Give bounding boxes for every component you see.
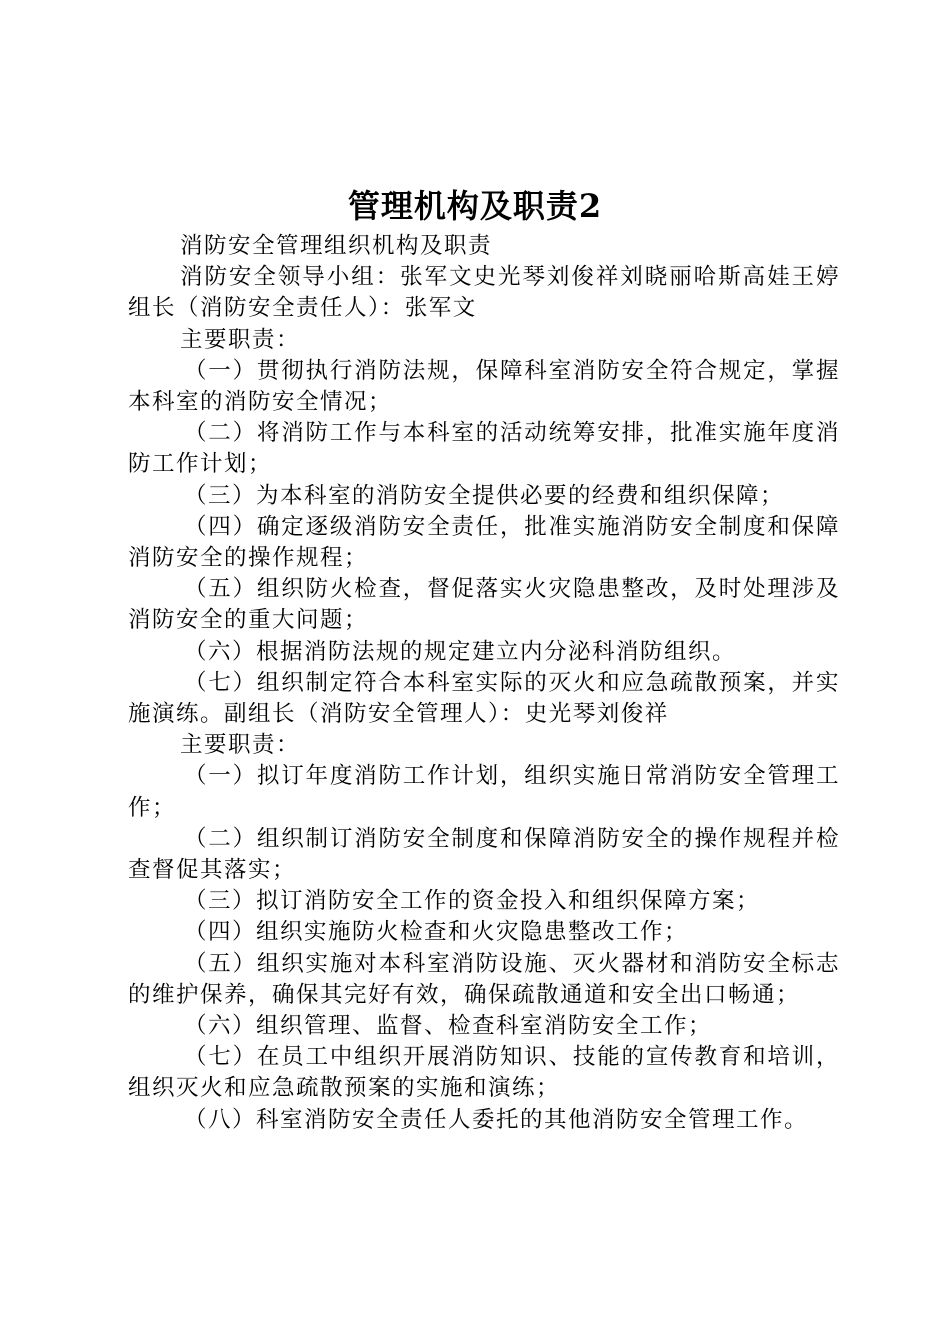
paragraph-duties-label: 主要职责： bbox=[180, 732, 301, 759]
paragraph-heading: 消防安全管理组织机构及职责 bbox=[180, 233, 493, 259]
paragraph-duty-item: （四）组织实施防火检查和火灾隐患整改工作； bbox=[184, 919, 689, 946]
document-body bbox=[128, 231, 840, 1136]
paragraph-duty-item: （三）为本科室的消防安全提供必要的经费和组织保障； bbox=[184, 482, 785, 509]
paragraph-duty-item: （六）组织管理、监督、检查科室消防安全工作； bbox=[184, 1013, 713, 1040]
paragraph-duty-item: （七）在员工中组织开展消防知识、技能的宣传教育和培训，组织灭火和应急疏散预案的实施和演练； bbox=[128, 1044, 840, 1102]
paragraph-duty-item: （八）科室消防安全责任人委托的其他消防安全管理工作。 bbox=[184, 1106, 809, 1133]
paragraph-duty-item: （一）拟订年度消防工作计划，组织实施日常消防安全管理工作； bbox=[128, 763, 840, 821]
document-title: 管理机构及职责2 bbox=[347, 187, 603, 225]
paragraph-duty-item: （七）组织制定符合本科室实际的灭火和应急疏散预案，并实施演练。副组长（消防安全管理人）：史光琴刘俊祥 bbox=[128, 669, 840, 728]
paragraph-duty-item: （五）组织实施对本科室消防设施、灭火器材和消防安全标志的维护保养，确保其完好有效，确保疏散通道和安全出口畅通； bbox=[128, 950, 840, 1008]
paragraph-duty-item: （一）贯彻执行消防法规，保障科室消防安全符合规定，掌握本科室的消防安全情况； bbox=[128, 357, 840, 416]
paragraph-duty-item: （二）组织制订消防安全制度和保障消防安全的操作规程并检查督促其落实； bbox=[128, 825, 840, 884]
paragraph-duty-item: （六）根据消防法规的规定建立内分泌科消防组织。 bbox=[184, 638, 737, 665]
paragraph-leadership-group: 消防安全领导小组：张军文史光琴刘俊祥刘晓丽哈斯高娃王婷组长（消防安全责任人）：张军文 bbox=[128, 264, 840, 322]
paragraph-duty-item: （五）组织防火检查，督促落实火灾隐患整改，及时处理涉及消防安全的重大问题； bbox=[128, 576, 840, 634]
paragraph-duty-item: （三）拟订消防安全工作的资金投入和组织保障方案； bbox=[184, 888, 761, 915]
paragraph-duties-label: 主要职责： bbox=[180, 326, 301, 353]
paragraph-duty-item: （二）将消防工作与本科室的活动统筹安排，批准实施年度消防工作计划； bbox=[128, 420, 840, 478]
paragraph-duty-item: （四）确定逐级消防安全责任，批准实施消防安全制度和保障消防安全的操作规程； bbox=[128, 513, 840, 572]
